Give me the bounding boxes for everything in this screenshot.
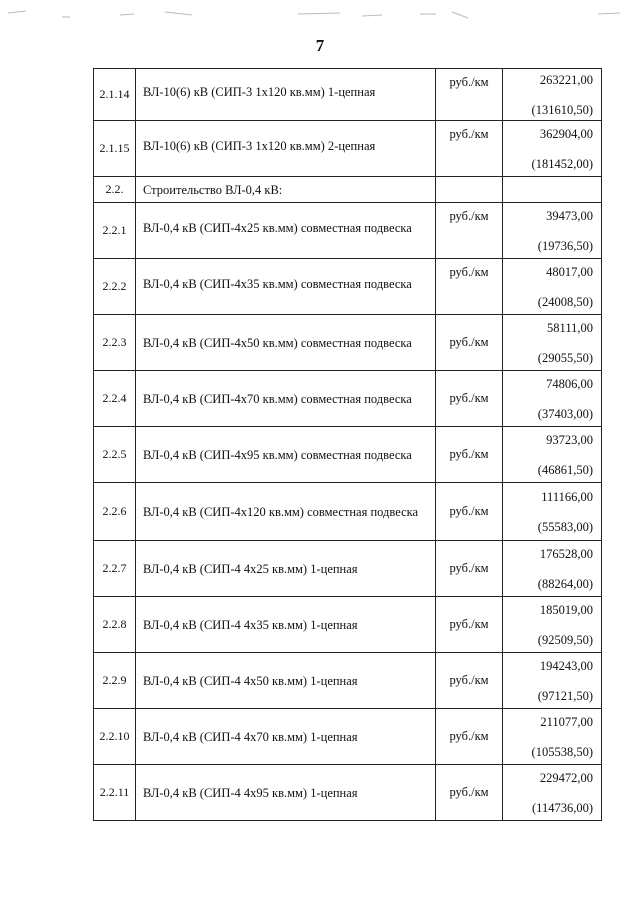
table-row (94, 203, 602, 259)
row-unit: руб./км (436, 259, 503, 315)
row-name-text: ВЛ-0,4 кВ (СИП-4х35 кв.мм) совместная подвеска (143, 276, 412, 291)
price-value: 48017,00 (546, 264, 593, 279)
row-price (503, 541, 602, 597)
table-row (94, 69, 602, 121)
row-unit: руб./км (436, 69, 503, 121)
row-code: 2.2.2 (94, 259, 136, 315)
row-unit: руб./км (436, 765, 503, 821)
row-price (503, 259, 602, 315)
table-row (94, 597, 602, 653)
price-value: 93723,00 (546, 432, 593, 447)
row-code: 2.1.15 (94, 121, 136, 177)
scan-artifacts (0, 0, 640, 30)
row-code: 2.2.5 (94, 427, 136, 483)
row-price (503, 371, 602, 427)
price-half-value: (92509,50) (537, 632, 593, 647)
price-value: 185019,00 (539, 602, 593, 617)
table-row (94, 315, 602, 371)
row-name (136, 597, 436, 653)
row-price (503, 765, 602, 821)
price-half-value: (24008,50) (537, 294, 593, 309)
price-half-value: (105538,50) (531, 744, 593, 759)
row-name (136, 765, 436, 821)
row-name-text: Строительство ВЛ-0,4 кВ: (143, 182, 283, 197)
row-name-text: ВЛ-10(6) кВ (СИП-3 1х120 кв.мм) 1-цепная (143, 84, 376, 99)
price-half-value: (37403,00) (537, 406, 593, 421)
price-value: 194243,00 (539, 658, 593, 673)
row-price (503, 203, 602, 259)
row-name (136, 709, 436, 765)
table-row (94, 177, 602, 203)
row-name (136, 483, 436, 541)
row-code: 2.2.8 (94, 597, 136, 653)
row-name (136, 259, 436, 315)
row-name-text: ВЛ-0,4 кВ (СИП-4х95 кв.мм) совместная подвеска (143, 447, 412, 462)
row-code: 2.2.4 (94, 371, 136, 427)
row-code: 2.2.10 (94, 709, 136, 765)
row-price (503, 427, 602, 483)
price-value: 111166,00 (541, 489, 593, 504)
price-half-value: (55583,00) (537, 519, 593, 534)
row-name-text: ВЛ-0,4 кВ (СИП-4х50 кв.мм) совместная подвеска (143, 335, 412, 350)
row-unit: руб./км (436, 709, 503, 765)
row-name (136, 653, 436, 709)
row-code: 2.2.11 (94, 765, 136, 821)
row-code: 2.2.6 (94, 483, 136, 541)
row-code: 2.1.14 (94, 69, 136, 121)
price-value: 58111,00 (547, 320, 593, 335)
price-half-value: (131610,50) (531, 102, 593, 117)
row-price (503, 653, 602, 709)
price-value: 176528,00 (539, 546, 593, 561)
row-name-text: ВЛ-0,4 кВ (СИП-4х70 кв.мм) совместная подвеска (143, 391, 412, 406)
table-row (94, 541, 602, 597)
price-half-value: (46861,50) (537, 462, 593, 477)
table-row (94, 483, 602, 541)
price-half-value: (114736,00) (532, 800, 593, 815)
price-value: 229472,00 (539, 770, 593, 785)
row-name (136, 315, 436, 371)
price-value: 362904,00 (539, 126, 593, 141)
row-name-text: ВЛ-0,4 кВ (СИП-4х120 кв.мм) совместная подвеска (143, 504, 419, 519)
row-unit: руб./км (436, 653, 503, 709)
price-table (93, 68, 602, 821)
row-price (503, 315, 602, 371)
row-price (503, 483, 602, 541)
table-row (94, 709, 602, 765)
price-value: 39473,00 (546, 208, 593, 223)
table-row (94, 427, 602, 483)
price-value: 263221,00 (539, 72, 593, 87)
page-number: 7 (315, 36, 325, 55)
row-code: 2.2.1 (94, 203, 136, 259)
table-row (94, 653, 602, 709)
row-name (136, 371, 436, 427)
row-unit: руб./км (436, 427, 503, 483)
row-unit: руб./км (436, 371, 503, 427)
row-unit: руб./км (436, 597, 503, 653)
price-half-value: (97121,50) (537, 688, 593, 703)
row-price (503, 597, 602, 653)
table-row (94, 371, 602, 427)
row-unit (436, 177, 503, 203)
row-name-text: ВЛ-0,4 кВ (СИП-4 4х95 кв.мм) 1-цепная (143, 785, 358, 800)
row-code: 2.2.7 (94, 541, 136, 597)
price-half-value: (181452,00) (531, 156, 593, 171)
row-name (136, 121, 436, 177)
price-half-value: (29055,50) (537, 350, 593, 365)
price-value: 211077,00 (540, 714, 593, 729)
row-name-text: ВЛ-0,4 кВ (СИП-4х25 кв.мм) совместная подвеска (143, 220, 412, 235)
row-name-text: ВЛ-10(6) кВ (СИП-3 1х120 кв.мм) 2-цепная (143, 138, 376, 153)
row-unit: руб./км (436, 203, 503, 259)
row-unit: руб./км (436, 121, 503, 177)
row-code: 2.2.3 (94, 315, 136, 371)
row-name (136, 541, 436, 597)
row-price (503, 121, 602, 177)
price-half-value: (19736,50) (537, 238, 593, 253)
row-unit: руб./км (436, 483, 503, 541)
row-name (136, 427, 436, 483)
row-price (503, 709, 602, 765)
row-code: 2.2. (94, 177, 136, 203)
table-row (94, 765, 602, 821)
price-value: 74806,00 (546, 376, 593, 391)
row-unit: руб./км (436, 315, 503, 371)
row-name-text: ВЛ-0,4 кВ (СИП-4 4х25 кв.мм) 1-цепная (143, 561, 358, 576)
row-name (136, 203, 436, 259)
row-unit: руб./км (436, 541, 503, 597)
price-half-value: (88264,00) (537, 576, 593, 591)
row-price (503, 69, 602, 121)
row-name-text: ВЛ-0,4 кВ (СИП-4 4х35 кв.мм) 1-цепная (143, 617, 358, 632)
row-name-text: ВЛ-0,4 кВ (СИП-4 4х70 кв.мм) 1-цепная (143, 729, 358, 744)
row-code: 2.2.9 (94, 653, 136, 709)
row-name (136, 69, 436, 121)
row-name (136, 177, 436, 203)
row-price (503, 177, 602, 203)
row-name-text: ВЛ-0,4 кВ (СИП-4 4х50 кв.мм) 1-цепная (143, 673, 358, 688)
table-row (94, 121, 602, 177)
table-row (94, 259, 602, 315)
